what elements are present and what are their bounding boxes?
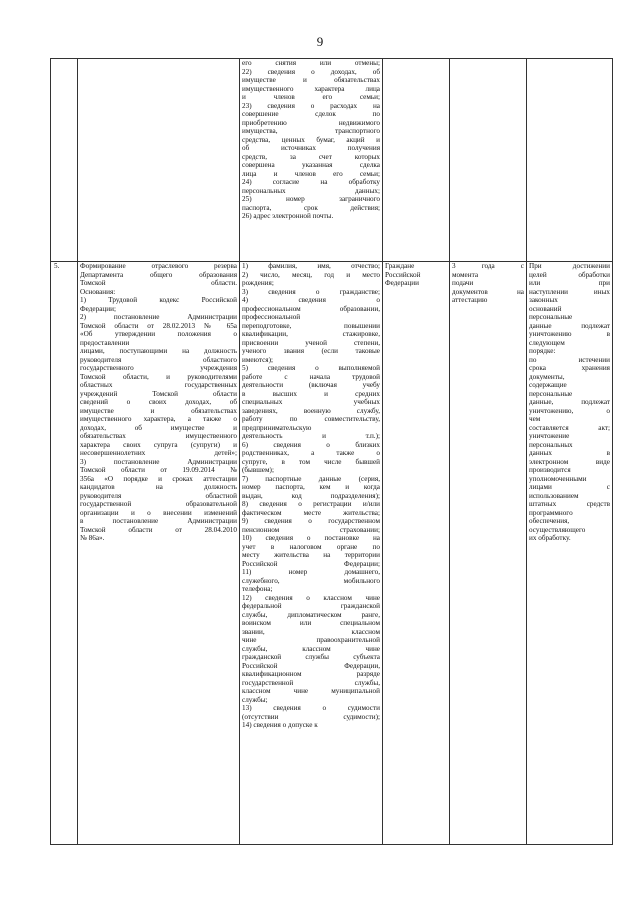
cell-text-line: персональных данных; (242, 186, 380, 195)
cell-text-line: средств, за счет которых (242, 152, 380, 161)
cell-text-line: чем (529, 415, 541, 423)
cell-text-line: кандидатов на должность (80, 483, 237, 491)
cell-text-line: 10) сведения о постановке на (242, 534, 380, 542)
cell-text-line: Томской области. (80, 279, 237, 287)
cell-text-line: 5) сведения о выполняемой (242, 364, 380, 372)
cell-text-line: службы; (242, 695, 268, 704)
cell-text-line: паспорта, срок действия; (242, 203, 380, 212)
cell-text-line: в постановление Администрации (80, 517, 237, 525)
cell-text-line: пенсионном страховании; (242, 525, 380, 534)
cell-text-line: имущественного характера, а также о (80, 415, 237, 423)
cell-text-line: Российской Федерации; (242, 559, 380, 568)
cell-text-line: их обработку. (529, 534, 571, 542)
table-row (51, 262, 613, 845)
cell-text-line: 3 года с (452, 262, 524, 270)
cell-text-line: по истечении (529, 355, 610, 364)
cell-text-line: момента (452, 270, 479, 279)
cell-text-line: деятельность и т.п.); (242, 432, 380, 440)
cell-text-line: Основания: (80, 287, 116, 296)
cell-text-line: 2) число, месяц, год и место (242, 270, 380, 279)
destruction-cell (527, 262, 613, 845)
term-cell (450, 59, 527, 262)
cell-text-line: месту жительства на территории (242, 551, 380, 559)
cell-text-line: организации и о внесении изменений (80, 508, 237, 517)
destruction-cell (527, 59, 613, 262)
cell-text-line: наступлении иных (529, 287, 610, 296)
cell-text-line: 24) согласие на обработку (242, 178, 380, 186)
cell-text-line: персональных (529, 440, 573, 449)
personal-data-table (50, 58, 613, 845)
cell-text-line: уполномоченными (529, 474, 587, 483)
cell-text-line: 9) сведения о государственном (242, 517, 380, 525)
cell-text-line: 26) адрес электронной почты. (242, 212, 334, 220)
cell-text-line: приобретению недвижимого (242, 118, 380, 127)
cell-text-line: лицами с (529, 483, 610, 491)
cell-text-line: Департамента общего образования (80, 270, 237, 279)
cell-text-line: Российской Федерации, (242, 661, 380, 670)
cell-text-line: профессиональном образовании, (242, 304, 380, 313)
cell-text-line: 356а «О порядке и сроках аттестации (80, 474, 237, 483)
cell-text-line: лицами, поступающими на должность (80, 347, 237, 355)
cell-text-line: фактическом месте жительства; (242, 508, 380, 517)
cell-text-line: 14) сведения о допуске к (242, 721, 318, 729)
cell-text-line: документы, (529, 372, 565, 381)
cell-text-line: уничтожение (529, 432, 570, 440)
subjects-cell (383, 262, 450, 845)
cell-text-line: руководителя областного (80, 355, 237, 364)
cell-text-line: составляется акт; (529, 423, 610, 432)
cell-text-line: уничтожению, о (529, 406, 610, 415)
cell-text-line: заведениях, военную службу, (242, 406, 380, 415)
cell-text-line: работу по совместительству, (242, 415, 380, 423)
cell-text-line: гражданской службы субъекта (242, 653, 380, 661)
cell-text-line: лица и членов его семьи; (242, 169, 380, 178)
cell-text-line: Российской (385, 270, 421, 279)
cell-text-line: специальных учебных (242, 398, 380, 406)
cell-text-line: звании, классном (242, 627, 380, 636)
cell-text-line: подачи (452, 279, 474, 287)
cell-text-line: государственной образовательной (80, 500, 237, 508)
cell-text-line: «Об утверждении положения о (80, 330, 237, 338)
cell-text-line: 4) сведения о (242, 296, 380, 304)
cell-text-line: 3) сведения о гражданстве; (242, 287, 380, 296)
cell-text-line: программного (529, 508, 573, 517)
cell-text-line: (бывшем); (242, 466, 274, 474)
cell-text-line: порядке: (529, 347, 556, 355)
cell-text-line: Федерации (385, 279, 419, 287)
cell-text-line: 25) номер заграничного (242, 195, 380, 203)
cell-text-line: имуществе и обязательствах (242, 76, 380, 84)
cell-text-line: служебного, мобильного (242, 576, 380, 585)
cell-text-line: характера своих супруга (супруги) и (80, 440, 237, 449)
page-number: 9 (316, 34, 324, 49)
cell-text-line: чине правоохранительной (242, 636, 380, 644)
cell-text-line: использованием (529, 491, 579, 500)
cell-text-line: 2) постановление Администрации (80, 313, 237, 321)
cell-text-line: имуществе и обязательствах (80, 406, 237, 415)
cell-text-line: Формирование отраслевого резерва (80, 262, 237, 270)
cell-text-line: областных государственных (80, 381, 237, 389)
cell-text-line: родственниках, а также о (242, 449, 380, 457)
cell-text-line: срока хранения (529, 364, 610, 372)
row-number-cell (51, 59, 78, 262)
cell-text-line: 6) сведения о близких (242, 440, 380, 449)
cell-text-line: 23) сведения о расходах на (242, 101, 380, 110)
cell-text-line: средства, ценных бумаг, акций и (242, 135, 380, 144)
term-cell (450, 262, 527, 845)
cell-text-line: производится (529, 466, 571, 474)
cell-text-line: При достижении (529, 262, 610, 270)
cell-text-line: обеспечения, (529, 517, 570, 525)
cell-text-line: документов на (452, 287, 524, 296)
cell-text-line: данные, подлежат (529, 398, 610, 406)
cell-text-line: и членов его семьи; (242, 93, 380, 101)
cell-text-line: государственного учреждения (80, 364, 237, 372)
cell-text-line: профессиональной (242, 313, 301, 321)
cell-text-line: имущества, транспортного (242, 127, 380, 135)
cell-text-line: Томской области от 19.09.2014 № (80, 466, 237, 474)
cell-text-line: классном чине муниципальной (242, 687, 380, 695)
cell-text-line: квалификационном разряде (242, 670, 380, 678)
cell-text-line: учет в налоговом органе по (242, 542, 380, 551)
cell-text-line: данных в (529, 449, 610, 457)
cell-text-line: государственной службы, (242, 678, 380, 687)
cell-text-line: руководителя областной (80, 491, 237, 500)
cell-text-line: совершение сделок по (242, 110, 380, 118)
cell-text-line: уничтожению в (529, 330, 610, 338)
cell-text-line: электронном виде (529, 457, 610, 466)
cell-text-line: 12) сведения о классном чине (242, 593, 380, 602)
cell-text-line: сведений о своих доходах, об (80, 398, 237, 406)
cell-text-line: осуществляющего (529, 525, 586, 534)
cell-text-line: службы, классном чине (242, 644, 380, 653)
cell-text-line: 3) постановление Администрации (80, 457, 237, 466)
cell-text-line: 8) сведения о регистрации и/или (242, 500, 380, 508)
cell-text-line: 1) фамилия, имя, отчество; (242, 262, 380, 270)
cell-text-line: супруге, в том числе бывшей (242, 457, 380, 466)
cell-text-line: службы, дипломатическом ранге, (242, 610, 380, 619)
cell-text-line: законных (529, 296, 558, 304)
cell-text-line: персональные (529, 389, 573, 398)
cell-text-line: имущественного характера лица (242, 84, 380, 93)
cell-text-line: 1) Трудовой кодекс Российской (80, 296, 237, 304)
cell-text-line: следующем (529, 338, 565, 347)
cell-text-line: деятельности (включая учебу (242, 381, 380, 389)
cell-text-line: учреждений Томской области (80, 389, 237, 398)
cell-text-line: его снятия или отмены; (242, 59, 380, 67)
cell-text-line: федеральной гражданской (242, 602, 380, 610)
cell-text-line: совершена указанная сделка (242, 161, 380, 169)
cell-text-line: данные подлежат (529, 321, 610, 330)
cell-text-line: целей обработки (529, 270, 610, 279)
cell-text-line: Томской области от 28.02.2013 № 65а (80, 321, 237, 330)
cell-text-line: воинском или специальном (242, 619, 380, 627)
cell-text-line: аттестацию (452, 296, 488, 304)
cell-text-line: присвоении ученой степени, (242, 338, 380, 347)
cell-text-line: телефона; (242, 585, 273, 593)
table-row (51, 59, 613, 262)
purpose-cell (78, 59, 240, 262)
cell-text-line: Граждане (385, 262, 415, 270)
data-list-cell (240, 262, 383, 845)
subjects-cell (383, 59, 450, 262)
cell-text-line: Томской области от 28.04.2010 (80, 525, 237, 534)
cell-text-line: штатных средств (529, 500, 610, 508)
cell-text-line: выдан, код подразделения); (242, 491, 380, 500)
purpose-cell (78, 262, 240, 845)
cell-text-line: № 86а». (80, 534, 105, 542)
cell-text-line: несовершеннолетних детей»; (80, 449, 237, 457)
cell-text-line: Томской области, и руководителями (80, 372, 237, 381)
cell-text-line: квалификации, стажировке, (242, 330, 380, 338)
cell-text-line: 13) сведения о судимости (242, 704, 380, 712)
cell-text-line: обязательствах имущественного (80, 432, 237, 440)
cell-text-line: 22) сведения о доходах, об (242, 67, 380, 76)
cell-text-line: предоставлении (80, 338, 130, 347)
cell-text-line: имеются); (242, 355, 273, 364)
cell-text-line: содержащие (529, 381, 567, 389)
cell-text-line: персональные (529, 313, 573, 321)
cell-text-line: 11) номер домашнего, (242, 568, 380, 576)
cell-text-line: об источниках получения (242, 144, 380, 152)
cell-text-line: оснований (529, 304, 562, 313)
cell-text-line: работе с начала трудовой (242, 372, 380, 381)
cell-text-line: или при (529, 279, 610, 287)
cell-text-line: (отсутствии судимости); (242, 712, 380, 721)
cell-text-line: 7) паспортные данные (серия, (242, 474, 380, 483)
data-list-cell (240, 59, 383, 262)
cell-text-line: предпринимательскую (242, 423, 312, 432)
cell-text-line: в высших и средних (242, 389, 380, 398)
cell-text-line: ученого звания (если таковые (242, 347, 380, 355)
cell-text-line: рождения; (242, 279, 274, 287)
row-number-cell: 5. (51, 262, 78, 845)
cell-text-line: доходах, об имуществе и (80, 423, 237, 432)
cell-text-line: Федерации; (80, 304, 116, 313)
cell-text-line: переподготовке, повышении (242, 321, 380, 330)
cell-text-line: номер паспорта, кем и когда (242, 483, 380, 491)
